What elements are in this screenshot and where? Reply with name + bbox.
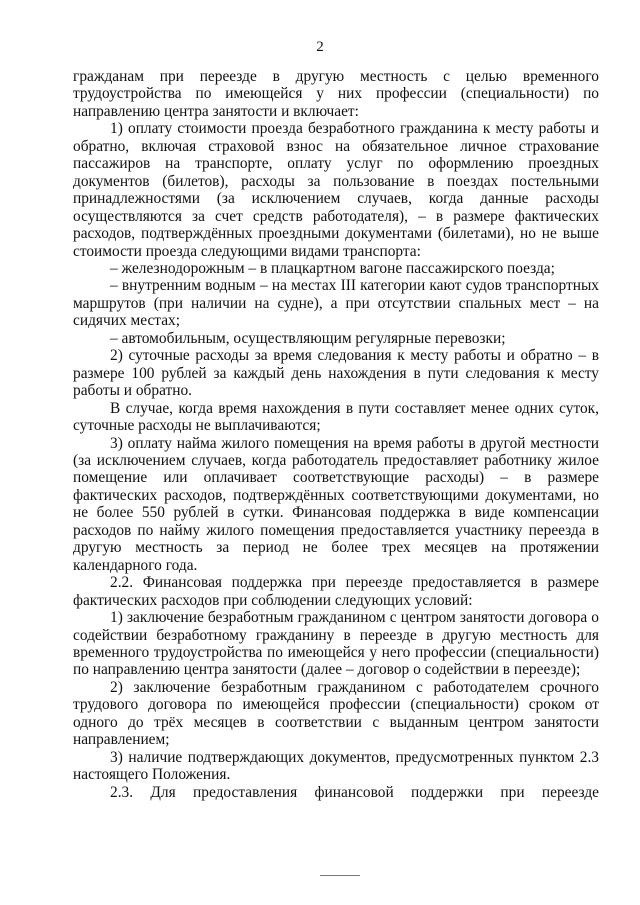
document-body: [73, 68, 599, 801]
paragraph: 1) заключение безработным гражданином с центром занятости договора о содействии безработному гражданину в переезде в другую местность для временного трудоустройства по имеющейся у него профессии (специальности) по направлению центра занятости (далее – договор о содействии в переезде);: [73, 609, 599, 679]
paragraph: 3) оплату найма жилого помещения на время работы в другой местности (за исключением случаев, когда работодатель предоставляет работнику жилое помещение или оплачивает соответствующие расходы) – в размере фактических расходов, подтверждённых соответствующими документами, но не более 550 рублей в сутки. Финансовая поддержка в виде компенсации расходов по найму жилого помещения предоставляется участнику переезда в другую местность за период не более трех месяцев на протяжении календарного года.: [73, 434, 599, 574]
section-paragraph: 2.3. Для предоставления финансовой поддержки при переезде: [110, 783, 599, 801]
list-item: – железнодорожным – в плацкартном вагоне пассажирского поезда;: [110, 259, 555, 277]
footer-divider: [320, 875, 360, 876]
paragraph: 2) суточные расходы за время следования к месту работы и обратно – в размере 100 рублей за каждый день нахождения в пути следования к месту работы и обратно.: [73, 347, 599, 400]
paragraph: 1) оплату стоимости проезда безработного гражданина к месту работы и обратно, включая страховой взнос на обязательное личное страхование пассажиров на транспорте, оплату услуг по оформлению проездных документов (билетов), расходы за пользование в поездах постельными принадлежностями (за исключением случаев, когда данные расходы осуществляются за счет средств работодателя), – в размере фактических расходов, подтверждённых проездными документами (билетами), но не выше стоимости проезда следующими видами транспорта:: [73, 120, 599, 260]
list-item: – автомобильным, осуществляющим регулярные перевозки;: [110, 329, 506, 347]
page-number: 2: [316, 39, 324, 55]
section-paragraph: 2.2. Финансовая поддержка при переезде предоставляется в размере фактических расходов при соблюдении следующих условий:: [73, 574, 599, 609]
list-item: – внутренним водным – на местах III категории кают судов транспортных маршрутов (при наличии на судне), а при отсутствии спальных мест – на сидячих местах;: [73, 277, 599, 330]
paragraph: В случае, когда время нахождения в пути составляет менее одних суток, суточные расходы не выплачиваются;: [73, 399, 599, 435]
paragraph: гражданам при переезде в другую местность с целью временного трудоустройства по имеющейся у них профессии (специальности) по направлению центра занятости и включает:: [73, 68, 599, 120]
paragraph: 3) наличие подтверждающих документов, предусмотренных пунктом 2.3 настоящего Положения.: [73, 748, 599, 784]
paragraph: 2) заключение безработным гражданином с работодателем срочного трудового договора по имеющейся профессии (специальности) сроком от одного до трёх месяцев в соответствии с выданным центром занятости направлением;: [73, 678, 599, 749]
